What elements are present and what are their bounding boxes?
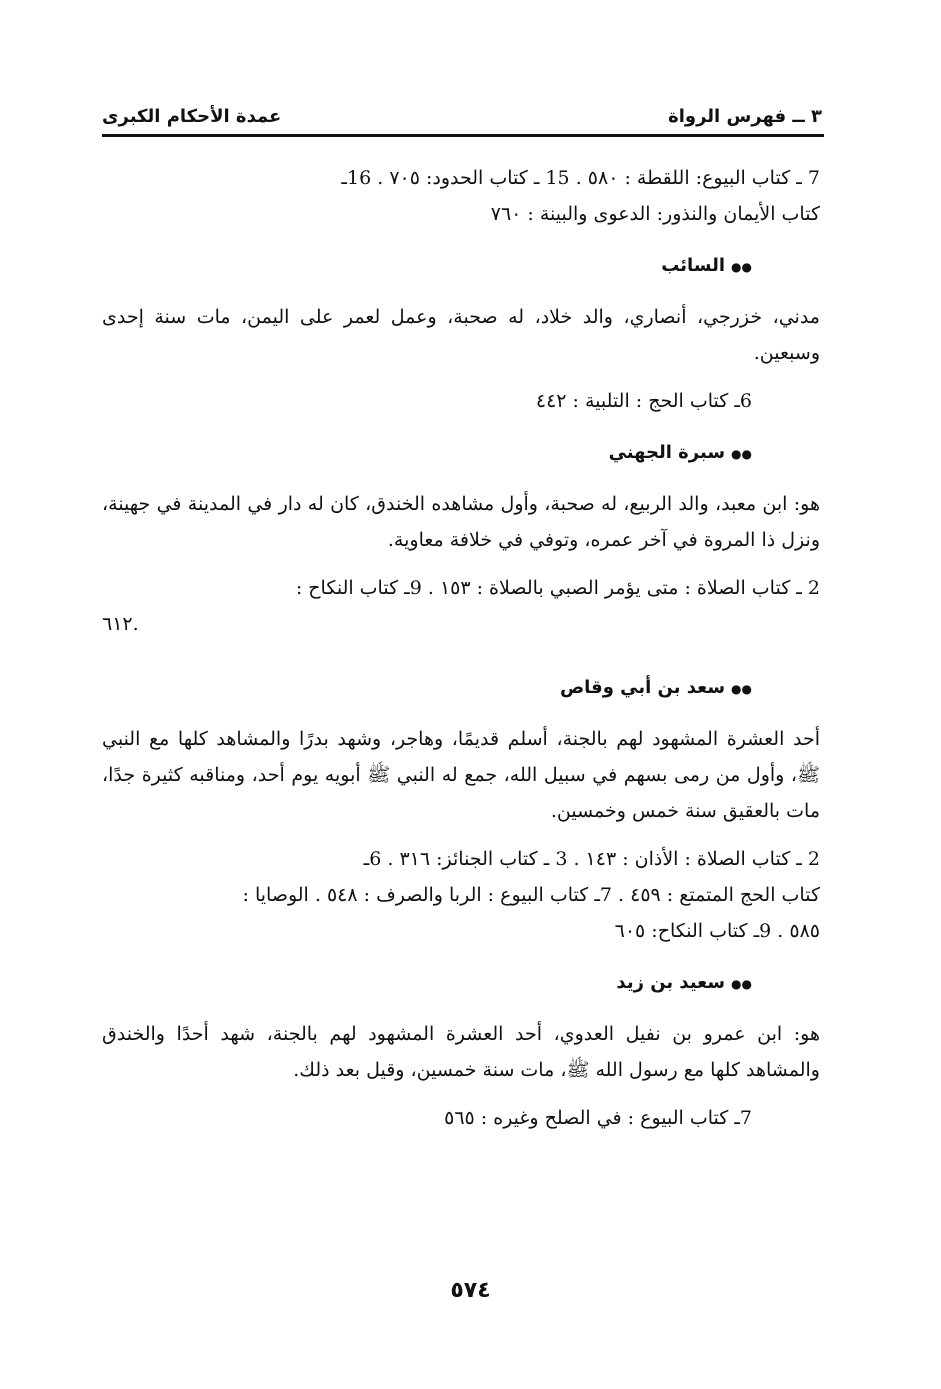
- narrator-bio: هو: ابن معبد، والد الربيع، له صحبة، وأول مشاهده الخندق، كان له دار في المدينة في جهينة، ونزل ذا المروة في آخر عمره، وتوفي في خلافة معاوية.: [102, 493, 820, 551]
- narrator-bio: هو: ابن عمرو بن نفيل العدوي، أحد العشرة المشهود لهم بالجنة، شهد أحدًا والخندق والمشاهد كلها مع رسول الله ﷺ، مات سنة خمسين، وقيل بعد ذلك.: [102, 1023, 820, 1081]
- narrator-name: ●●السائب: [661, 255, 752, 276]
- reference-line: 6ـ كتاب الحج : التلبية : ٤٤٢: [535, 390, 752, 412]
- reference-line: 7 ـ كتاب البيوع: اللقطة : ٥٨٠ . 15 ـ كتاب الحدود: ٧٠٥ . 16ـ: [341, 167, 820, 189]
- narrator-name: ●●سعد بن أبي وقاص: [559, 677, 752, 698]
- reference-line: كتاب الحج المتمتع : ٤٥٩ . 7ـ كتاب البيوع : الربا والصرف : ٥٤٨ . الوصايا :: [242, 884, 820, 906]
- narrator-name: ●●سعيد بن زيد: [616, 972, 752, 993]
- header-rule: [102, 134, 824, 137]
- bullet-icon: ●●: [731, 447, 752, 461]
- reference-line: 2 ـ كتاب الصلاة : متى يؤمر الصبي بالصلاة : ١٥٣ . 9ـ كتاب النكاح :: [295, 577, 820, 599]
- narrator-entry: [102, 435, 824, 642]
- reference-line: .٦١٢: [102, 613, 139, 635]
- reference-line: 7ـ كتاب البيوع : في الصلح وغيره : ٥٦٥: [444, 1107, 752, 1129]
- page-number: ٥٧٤: [450, 1278, 491, 1303]
- narrator-entry: [102, 248, 824, 419]
- bullet-icon: ●●: [731, 977, 752, 991]
- bullet-icon: ●●: [731, 260, 752, 274]
- narrator-bio: أحد العشرة المشهود لهم بالجنة، أسلم قديمًا، وهاجر، وشهد بدرًا والمشاهد كلها مع النبي ﷺ، وأول من رمى بسهم في سبيل الله، جمع له النبي ﷺ أبويه يوم أحد، ومناقبه كثيرة جدًا، مات بالعقيق سنة خمس وخمسين.: [102, 728, 820, 822]
- book-title: عمدة الأحكام الكبرى: [102, 105, 282, 127]
- section-title: ٣ ــ فهرس الرواة: [668, 105, 822, 127]
- reference-line: كتاب الأيمان والنذور: الدعوى والبينة : ٧٦٠: [490, 203, 820, 225]
- narrator-bio: مدني، خزرجي، أنصاري، والد خلاد، له صحبة، وعمل لعمر على اليمن، مات سنة إحدى وسبعين.: [102, 306, 820, 364]
- entry-continuation: [102, 160, 824, 232]
- bullet-icon: ●●: [731, 682, 752, 696]
- reference-line: 2 ـ كتاب الصلاة : الأذان : ١٤٣ . 3 ـ كتاب الجنائز: ٣١٦ . 6ـ: [363, 848, 820, 870]
- content-body: [102, 160, 824, 1136]
- narrator-name: ●●سبرة الجهني: [608, 442, 752, 463]
- running-header: [102, 100, 822, 132]
- reference-line: ٥٨٥ . 9ـ كتاب النكاح: ٦٠٥: [614, 920, 820, 942]
- narrator-entry: [102, 965, 824, 1136]
- narrator-entry: [102, 670, 824, 949]
